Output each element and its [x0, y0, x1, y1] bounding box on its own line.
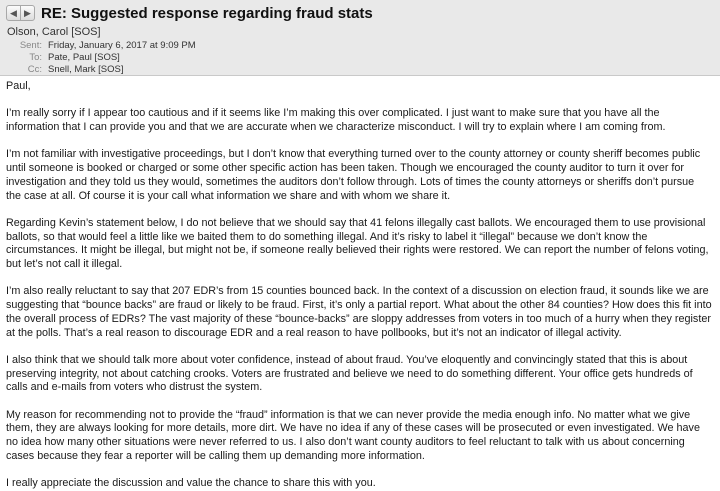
body-paragraph: I’m also really reluctant to say that 207 EDR’s from 15 counties bounced back. In the context of a discussion on election fraud, it sounds like we are suggesting that “bounce backs” are fraud or likely to be fraud. First, it’s only a partial report. What about the other 84 counties? How does this fit into the overall process of EDRs? The vast majority of these “bounce-backs” are sloppy addresses from voters in too much of a hurry when they register at the polls. That’s a real reason to discourage EDR and a real reason to have pollbooks, but it’s not an indicator of illegal activity. [6, 285, 712, 339]
to-label: To: [29, 52, 42, 63]
greeting: Paul, [6, 80, 31, 92]
cc-recipient[interactable]: Snell, Mark [SOS] [48, 64, 124, 75]
sent-value: Friday, January 6, 2017 at 9:09 PM [48, 40, 196, 51]
body-paragraph: Regarding Kevin’s statement below, I do not believe that we should say that 41 felons illegally cast ballots. We encouraged them to use provisional ballots, so that would feel a little like we baited them to do something illegal. And it’s risky to label it “illegal” because we don’t know the circumstances. It might be illegal, but might not be, if someone really believed their rights were restored. We can report the number of felons voting, but let’s not call it illegal. [6, 216, 709, 271]
subject-row [6, 3, 714, 23]
to-row [6, 52, 714, 64]
message-nav-control [6, 5, 35, 21]
body-paragraph: My reason for recommending not to provide the “fraud” information is that we can never provide the media enough info. No matter what we give them, they are always looking for more details, more dirt. We have no idea if any of these cases will be prosecuted or even investigated. We have no idea how many other situations were never referred to us. I also don’t want county auditors to feel reluctant to talk with us about concerning cases because they fear a reporter will be calling them up demanding more information. [6, 408, 700, 462]
sent-label: Sent: [19, 40, 42, 51]
chevron-right-icon[interactable]: ▶ [20, 6, 34, 20]
message-subject: RE: Suggested response regarding fraud stats [41, 4, 373, 22]
chevron-left-icon[interactable]: ◀ [10, 8, 17, 18]
cc-label: Cc: [27, 64, 42, 75]
to-recipient[interactable]: Pate, Paul [SOS] [48, 52, 120, 63]
body-paragraph: I’m really sorry if I appear too cautious and if it seems like I’m making this over complicated. I just want to make sure that you have all the information that I can provide you and that we are accurate when we characterize misconduct. I will try to explain where I am coming from. [6, 107, 666, 134]
body-paragraph: I really appreciate the discussion and value the chance to share this with you. [6, 477, 376, 490]
body-paragraph: I’m not familiar with investigative proceedings, but I don’t know that everything turned over to the county attorney or county sheriff becomes public until someone is booked or charged or some other specific action has been taken. Though we encouraged the county auditor to turn it over for investigation and they told us they would, sometimes the auditors don’t follow through. Lots of times the county attorneys or sheriffs don’t pursue the case at all. Of course it is your call what information we share and with whom we share it. [6, 148, 701, 202]
sender-name[interactable]: Olson, Carol [SOS] [7, 26, 101, 38]
message-header [0, 0, 720, 76]
cc-row [6, 64, 714, 76]
body-paragraph: I also think that we should talk more about voter confidence, instead of about fraud. You’ve eloquently and convincingly stated that this is about preserving integrity, not about catching crooks. Voters are frustrated and believe we need to do something different. Your office gets hundreds of calls and e-mails from voters who distrust the system. [6, 353, 693, 394]
sent-row [6, 40, 714, 52]
message-body [0, 76, 720, 491]
